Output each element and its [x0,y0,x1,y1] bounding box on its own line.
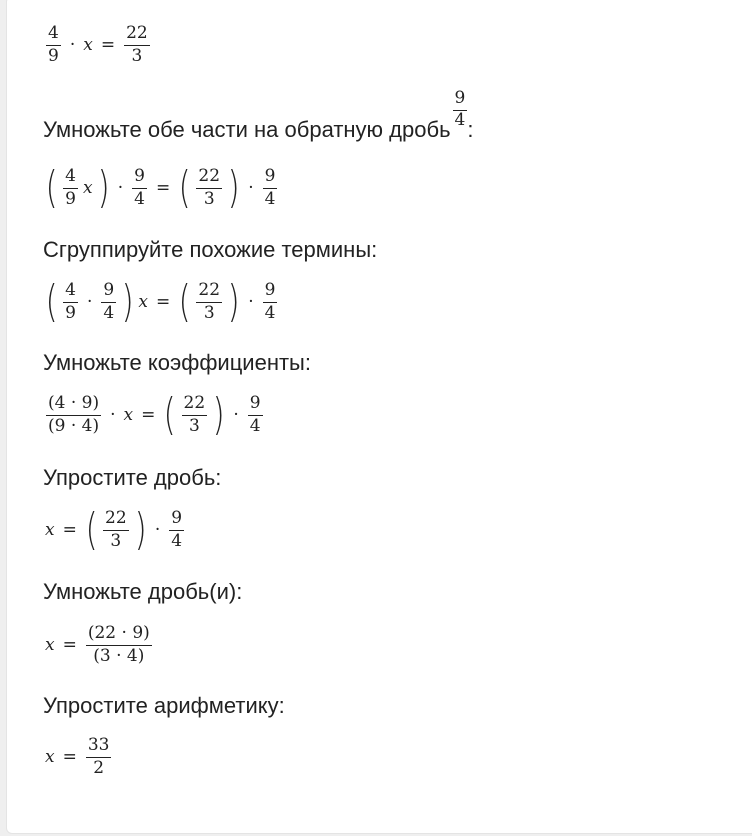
operator: · [117,178,124,198]
parenthesized-group [43,276,136,327]
left-paren: ( [178,276,191,327]
numerator: 33 [86,736,112,758]
fraction [196,167,222,209]
fraction [182,394,208,436]
left-paren: ( [178,162,191,213]
denominator: 4 [134,188,145,209]
right-paren: ) [121,276,134,327]
step-heading-text: Сгруппируйте похожие термины: [43,237,378,262]
parenthesized-group [176,276,242,327]
denominator: 4 [103,302,115,323]
operator: = [62,747,77,767]
left-paren: ( [163,389,176,440]
variable: x [45,747,55,767]
fraction [46,394,101,436]
denominator: 9 [65,188,76,209]
step-equation [43,615,155,675]
numerator: 9 [248,394,263,416]
denominator: 9 [65,302,76,323]
numerator: 9 [101,281,116,303]
operator: = [156,178,171,198]
numerator: (4 · 9) [46,394,101,416]
fraction [132,167,147,209]
operator: · [69,35,76,55]
denominator: 3 [188,415,200,436]
step-equation [43,272,280,332]
variable: x [138,292,148,312]
variable: x [45,520,55,540]
fraction [63,167,78,209]
step-heading [43,562,242,622]
denominator: 4 [264,302,276,323]
numerator: 4 [46,24,61,46]
step-heading-text: Умножьте обе части на обратную дробь [43,117,451,142]
step-heading-text: Умножьте дробь(и): [43,579,243,604]
denominator: 9 [48,45,59,66]
step-equation [43,727,114,787]
heading-suffix: : [467,117,474,142]
numerator: 22 [196,167,222,189]
fraction [86,736,112,778]
operator: = [100,35,116,55]
step-heading [43,220,377,280]
numerator: 22 [103,509,129,531]
numerator: (22 · 9) [86,624,152,646]
right-paren: ) [212,389,225,440]
fraction [248,394,263,436]
denominator: 4 [171,530,183,551]
parenthesized-group [83,504,149,555]
right-paren: ) [227,162,240,213]
step-equation [43,385,266,445]
fraction [63,281,78,323]
step-equation [43,500,187,560]
operator: · [110,405,116,425]
numerator: 22 [124,24,150,46]
numerator: 9 [263,281,278,303]
operator: · [154,520,161,540]
left-paren: ( [45,162,58,213]
operator: · [248,292,254,312]
numerator: 9 [453,89,468,111]
variable: x [83,35,93,55]
step-equation [43,15,153,75]
fraction [263,167,278,209]
step-heading-text: Упростите арифметику: [43,693,285,718]
numerator: 22 [196,281,222,303]
parenthesized-group [176,162,242,213]
denominator: 4 [264,188,276,209]
step-heading-text: Умножьте коэффициенты: [43,350,311,375]
denominator: 4 [249,415,261,436]
fraction [169,509,184,551]
step-heading [43,333,311,393]
step-heading-text: Упростите дробь: [43,465,222,490]
fraction [86,624,152,666]
variable: x [45,635,55,655]
operator: = [62,635,77,655]
operator: = [62,520,77,540]
step-heading [43,448,221,508]
fraction [124,24,150,66]
numerator: 4 [63,281,78,303]
numerator: 4 [63,167,78,189]
right-paren: ) [134,504,147,555]
operator: · [233,405,239,425]
numerator: 9 [169,509,184,531]
reciprocal-fraction [453,89,468,130]
denominator: 3 [203,302,215,323]
numerator: 9 [263,167,278,189]
step-equation [43,158,280,218]
denominator: 3 [131,45,143,66]
parenthesized-group [161,389,227,440]
left-paren: ( [85,504,98,555]
left-paren: ( [45,276,58,327]
operator: = [141,405,156,425]
denominator: 4 [454,110,466,130]
step-heading [43,88,474,160]
right-paren: ) [227,276,240,327]
right-paren: ) [97,162,110,213]
fraction [196,281,222,323]
fraction [46,24,61,66]
parenthesized-group [43,162,112,213]
denominator: (9 · 4) [48,415,100,436]
fraction [101,281,116,323]
variable: x [123,405,134,425]
operator: = [156,292,171,312]
numerator: 9 [132,167,147,189]
operator: · [248,178,254,198]
denominator: 3 [203,188,215,209]
operator: · [87,292,93,312]
variable: x [83,178,93,198]
numerator: 22 [182,394,208,416]
fraction [103,509,129,551]
fraction [263,281,278,323]
denominator: 2 [93,757,105,778]
denominator: 3 [110,530,122,551]
denominator: (3 · 4) [93,645,145,666]
